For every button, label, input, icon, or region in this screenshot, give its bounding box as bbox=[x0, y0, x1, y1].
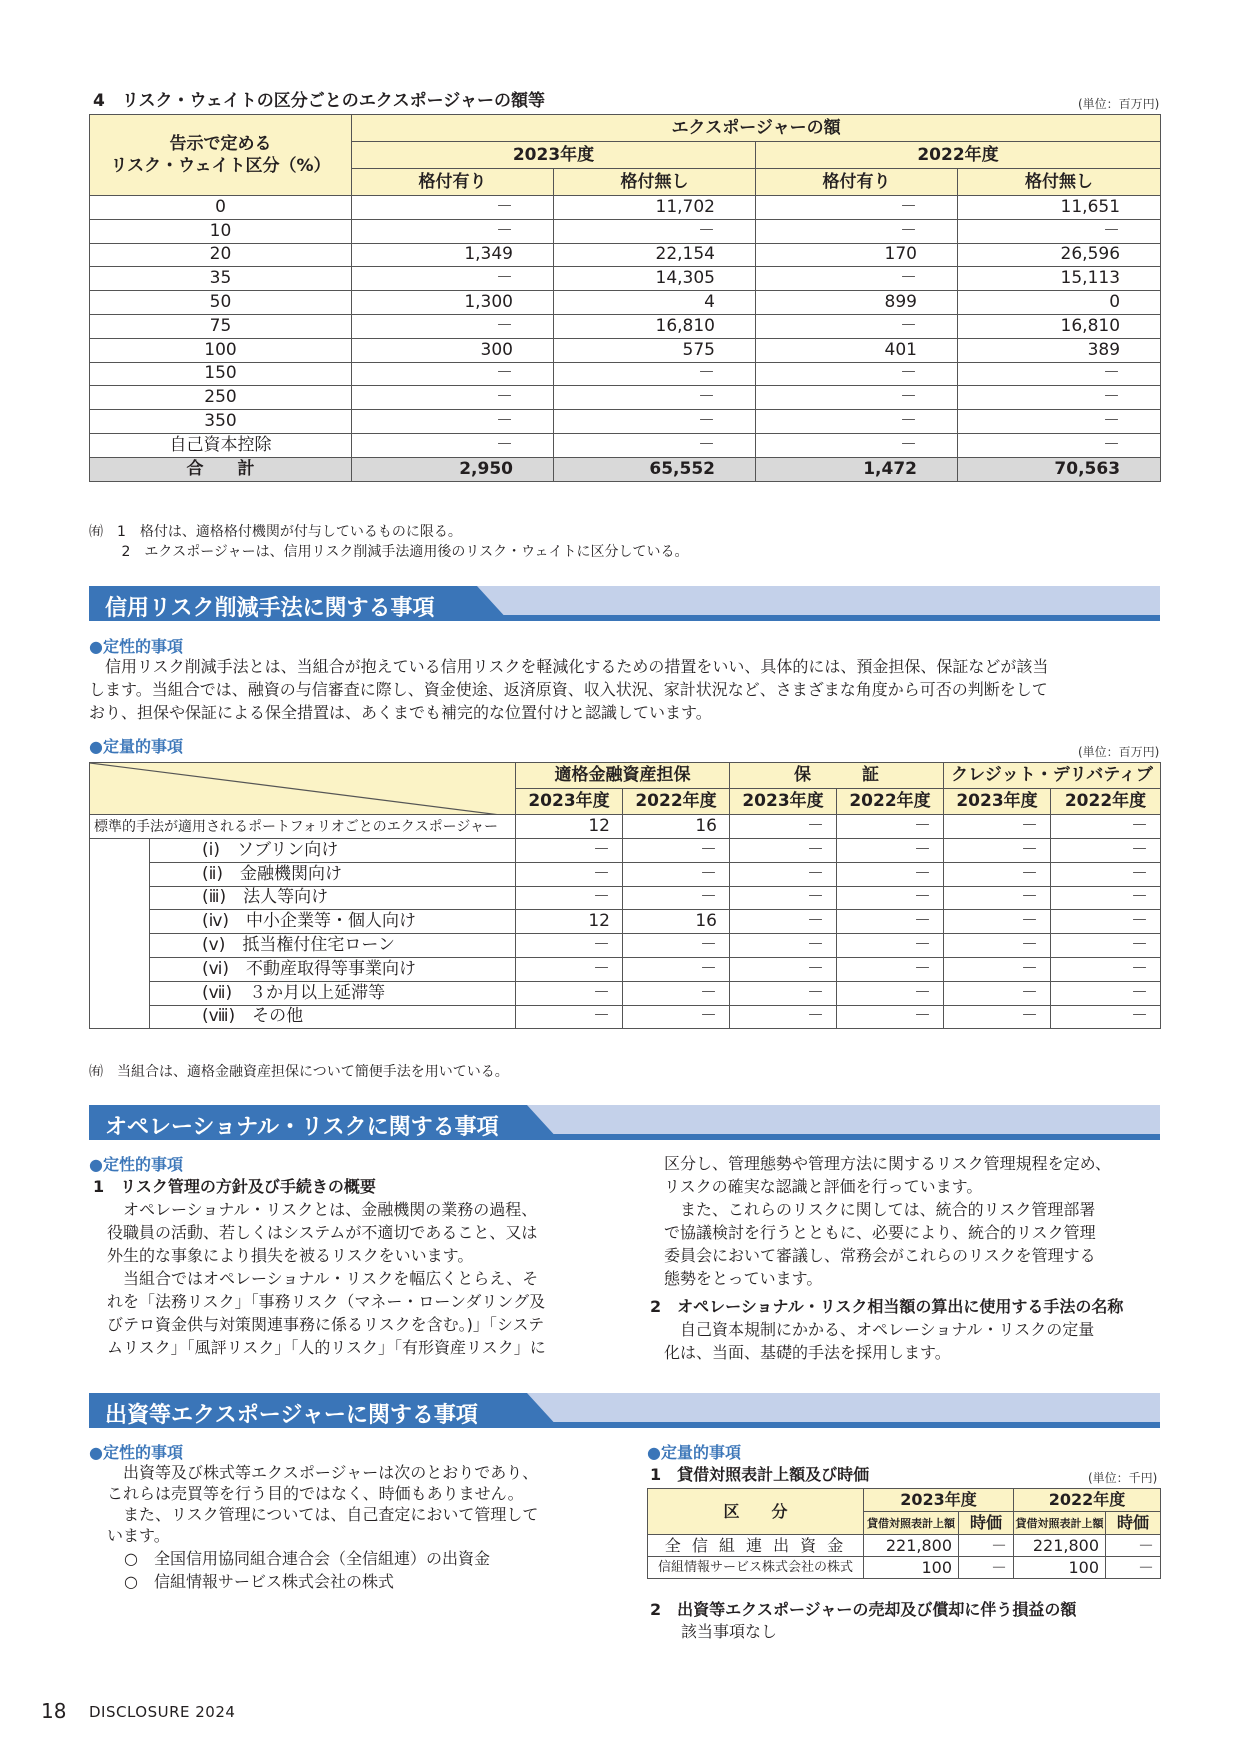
value-cell: － bbox=[352, 267, 554, 291]
value-cell: － bbox=[623, 981, 730, 1005]
value-cell: － bbox=[352, 362, 554, 386]
book-value-header: 貸借対照表計上額 bbox=[1014, 1512, 1106, 1535]
unrated-header: 格付無し bbox=[958, 169, 1161, 196]
operational-left-text bbox=[107, 1198, 607, 1359]
credit-quant-label: ●定量的事項 bbox=[89, 737, 183, 756]
table-row bbox=[90, 338, 1161, 362]
value-cell: － bbox=[944, 910, 1051, 934]
equity-section-title: 出資等エクスポージャーに関する事項 bbox=[105, 1403, 478, 1428]
value-cell: － bbox=[516, 934, 623, 958]
footer-label: DISCLOSURE 2024 bbox=[89, 1703, 236, 1721]
text-line: また、リスク管理については、自己査定において管理して bbox=[107, 1505, 539, 1524]
year-2023-header: 2023年度 bbox=[352, 142, 756, 169]
exposure-group-header: エクスポージャーの額 bbox=[352, 115, 1161, 142]
value-cell: 14,305 bbox=[554, 267, 756, 291]
value-cell: － bbox=[352, 433, 554, 457]
table-row bbox=[90, 886, 1161, 910]
text-line: 委員会において審議し、常務会がこれらのリスクを管理する bbox=[664, 1246, 1096, 1265]
equity-h1: 1 貸借対照表計上額及び時価 bbox=[650, 1465, 870, 1484]
value-cell: － bbox=[958, 410, 1161, 434]
table-row bbox=[648, 1535, 1161, 1557]
value-cell: － bbox=[958, 362, 1161, 386]
value-cell: － bbox=[730, 1005, 837, 1029]
indent-cell bbox=[90, 839, 150, 1029]
value-cell: 100 bbox=[1014, 1557, 1106, 1579]
total-value: 65,552 bbox=[554, 457, 756, 481]
guarantee-group-header: 保 証 bbox=[730, 763, 944, 789]
operational-h1: 1 リスク管理の方針及び手続きの概要 bbox=[93, 1177, 376, 1196]
risk-weight-cell: 20 bbox=[90, 243, 352, 267]
text-line: 当組合ではオペレーショナル・リスクを幅広くとらえ、そ bbox=[107, 1269, 539, 1288]
text-line: また、これらのリスクに関しては、統合的リスク管理部署 bbox=[664, 1200, 1096, 1219]
value-cell: － bbox=[837, 815, 944, 839]
rated-header: 格付有り bbox=[756, 169, 958, 196]
operational-qual-label: ●定性的事項 bbox=[89, 1155, 183, 1174]
table-row bbox=[90, 410, 1161, 434]
value-cell: － bbox=[554, 219, 756, 243]
risk-weight-cell: 35 bbox=[90, 267, 352, 291]
credit-qual-label: ●定性的事項 bbox=[89, 637, 183, 656]
table-row bbox=[90, 839, 1161, 863]
value-cell: 221,800 bbox=[864, 1535, 959, 1557]
credit-qual-line: おり、担保や保証による保全措置は、あくまでも補完的な位置付けと認識しています。 bbox=[89, 703, 712, 722]
value-cell: 170 bbox=[756, 243, 958, 267]
value-cell: － bbox=[516, 886, 623, 910]
value-cell: 100 bbox=[864, 1557, 959, 1579]
value-cell: － bbox=[837, 886, 944, 910]
text-line: ムリスク」「風評リスク」「人的リスク」「有形資産リスク」に bbox=[107, 1338, 546, 1357]
value-cell: － bbox=[554, 362, 756, 386]
value-cell: － bbox=[944, 886, 1051, 910]
value-cell: － bbox=[730, 981, 837, 1005]
portfolio-label: (ⅷ) その他 bbox=[150, 1005, 516, 1029]
text-line: で協議検討を行うとともに、必要により、統合的リスク管理 bbox=[664, 1223, 1096, 1242]
value-cell: 11,651 bbox=[958, 196, 1161, 220]
credit-mitigation-table bbox=[89, 762, 1161, 1029]
risk-weight-cell: 自己資本控除 bbox=[90, 433, 352, 457]
rated-header: 格付有り bbox=[352, 169, 554, 196]
year-2022-header: 2022年度 bbox=[756, 142, 1161, 169]
value-cell: 12 bbox=[516, 910, 623, 934]
value-cell: 401 bbox=[756, 338, 958, 362]
value-cell: － bbox=[623, 957, 730, 981]
value-cell: － bbox=[1051, 815, 1161, 839]
table-row bbox=[90, 957, 1161, 981]
value-cell: － bbox=[516, 839, 623, 863]
portfolio-label: (ⅳ) 中小企業等・個人向け bbox=[150, 910, 516, 934]
text-line: れを「法務リスク」「事務リスク（マネー・ローンダリング及 bbox=[107, 1292, 546, 1311]
value-cell: － bbox=[554, 386, 756, 410]
portfolio-label: (ⅵ) 不動産取得等事業向け bbox=[150, 957, 516, 981]
risk-weight-cell: 75 bbox=[90, 314, 352, 338]
value-cell: 26,596 bbox=[958, 243, 1161, 267]
equity-left-text bbox=[107, 1462, 607, 1546]
table-row bbox=[90, 291, 1161, 315]
value-cell: － bbox=[944, 1005, 1051, 1029]
value-cell: 1,300 bbox=[352, 291, 554, 315]
credit-corner-cell bbox=[90, 763, 516, 815]
credit-note: ㈲ 当組合は、適格金融資産担保について簡便手法を用いている。 bbox=[89, 1064, 509, 1080]
value-cell: － bbox=[730, 815, 837, 839]
value-cell: － bbox=[944, 862, 1051, 886]
value-cell: － bbox=[623, 1005, 730, 1029]
fair-value-header: 時価 bbox=[1106, 1512, 1161, 1535]
value-cell: － bbox=[352, 196, 554, 220]
bullet-item: ○ 信組情報サービス株式会社の株式 bbox=[124, 1572, 394, 1591]
value-cell: － bbox=[958, 433, 1161, 457]
value-cell: － bbox=[944, 934, 1051, 958]
year-header: 2023年度 bbox=[730, 789, 837, 815]
risk-weight-table bbox=[89, 114, 1161, 482]
value-cell: － bbox=[554, 433, 756, 457]
value-cell: － bbox=[837, 910, 944, 934]
year-header: 2023年度 bbox=[516, 789, 623, 815]
operational-right-text2 bbox=[664, 1318, 1164, 1364]
value-cell: － bbox=[959, 1535, 1014, 1557]
equity-bullets bbox=[124, 1547, 604, 1593]
credit-qual-line: します。当組合では、融資の与信審査に際し、資金使途、返済原資、収入状況、家計状況など、さまざまな角度から可否の判断をして bbox=[89, 680, 1048, 699]
table-row bbox=[90, 196, 1161, 220]
value-cell: － bbox=[516, 1005, 623, 1029]
table-row bbox=[90, 433, 1161, 457]
book-value-header: 貸借対照表計上額 bbox=[864, 1512, 959, 1535]
text-line: 区分し、管理態勢や管理方法に関するリスク管理規程を定め、 bbox=[664, 1154, 1112, 1173]
text-line: びテロ資金供与対策関連事務に係るリスクを含む。)」「システ bbox=[107, 1315, 545, 1334]
value-cell: － bbox=[1051, 981, 1161, 1005]
year-2022-header: 2022年度 bbox=[1014, 1489, 1161, 1512]
value-cell: － bbox=[837, 981, 944, 1005]
table-row bbox=[90, 267, 1161, 291]
value-cell: － bbox=[944, 957, 1051, 981]
value-cell: － bbox=[1051, 957, 1161, 981]
risk-weight-cell: 0 bbox=[90, 196, 352, 220]
total-row bbox=[90, 457, 1161, 481]
value-cell: － bbox=[352, 314, 554, 338]
value-cell: － bbox=[944, 815, 1051, 839]
value-cell: － bbox=[959, 1557, 1014, 1579]
value-cell: － bbox=[730, 839, 837, 863]
diagonal-line bbox=[90, 763, 516, 815]
value-cell: － bbox=[837, 934, 944, 958]
value-cell: － bbox=[756, 362, 958, 386]
value-cell: － bbox=[730, 910, 837, 934]
value-cell: － bbox=[756, 433, 958, 457]
collateral-group-header: 適格金融資産担保 bbox=[516, 763, 730, 789]
total-value: 70,563 bbox=[958, 457, 1161, 481]
equity-h2: 2 出資等エクスポージャーの売却及び償却に伴う損益の額 bbox=[650, 1600, 1077, 1619]
risk-weight-cell: 100 bbox=[90, 338, 352, 362]
total-value: 2,950 bbox=[352, 457, 554, 481]
table-row bbox=[90, 219, 1161, 243]
value-cell: － bbox=[756, 267, 958, 291]
equity-rowhead: 区 分 bbox=[648, 1489, 864, 1535]
text-line: 役職員の活動、若しくはシステムが不適切であること、又は bbox=[107, 1223, 538, 1242]
equity-label: 信組情報サービス株式会社の株式 bbox=[648, 1557, 864, 1579]
risk-weight-cell: 350 bbox=[90, 410, 352, 434]
equity-quant-label: ●定量的事項 bbox=[647, 1443, 741, 1462]
operational-section-title: オペレーショナル・リスクに関する事項 bbox=[105, 1115, 499, 1140]
year-2023-header: 2023年度 bbox=[864, 1489, 1014, 1512]
text-line: 態勢をとっています。 bbox=[664, 1269, 823, 1288]
table-row bbox=[90, 862, 1161, 886]
year-header: 2022年度 bbox=[1051, 789, 1161, 815]
value-cell: － bbox=[1051, 910, 1161, 934]
value-cell: 575 bbox=[554, 338, 756, 362]
page-number: 18 bbox=[41, 1699, 67, 1723]
value-cell: － bbox=[944, 839, 1051, 863]
value-cell: － bbox=[756, 386, 958, 410]
value-cell: － bbox=[1051, 1005, 1161, 1029]
text-line: 外生的な事象により損失を被るリスクをいいます。 bbox=[107, 1246, 474, 1265]
value-cell: － bbox=[837, 957, 944, 981]
credit-section-header bbox=[89, 586, 1160, 621]
section4-title: 4 リスク・ウェイトの区分ごとのエクスポージャーの額等 bbox=[93, 91, 545, 111]
value-cell: － bbox=[1106, 1557, 1161, 1579]
value-cell: 16,810 bbox=[554, 314, 756, 338]
value-cell: － bbox=[623, 886, 730, 910]
value-cell: － bbox=[756, 410, 958, 434]
value-cell: － bbox=[837, 1005, 944, 1029]
value-cell: 1,349 bbox=[352, 243, 554, 267]
text-line: リスクの確実な認識と評価を行っています。 bbox=[664, 1177, 983, 1196]
text-line: 自己資本規制にかかる、オペレーショナル・リスクの定量 bbox=[664, 1320, 1095, 1339]
text-line: います。 bbox=[107, 1526, 170, 1545]
credit-qual-line: 信用リスク削減手法とは、当組合が抱えている信用リスクを軽減化するための措置をいい、具体的には、預金担保、保証などが該当 bbox=[89, 657, 1049, 676]
credit-section-title: 信用リスク削減手法に関する事項 bbox=[105, 596, 435, 621]
value-cell: － bbox=[756, 314, 958, 338]
value-cell: － bbox=[623, 934, 730, 958]
value-cell: － bbox=[944, 981, 1051, 1005]
equity-qual-label: ●定性的事項 bbox=[89, 1443, 183, 1462]
equity-unit: (単位：千円) bbox=[1088, 1471, 1158, 1485]
value-cell: 16 bbox=[623, 815, 730, 839]
table-row bbox=[90, 362, 1161, 386]
text-line: 化は、当面、基礎的手法を採用します。 bbox=[664, 1343, 951, 1362]
portfolio-label: 標準的手法が適用されるポートフォリオごとのエクスポージャー bbox=[90, 815, 516, 839]
equity-label: 全 信 組 連 出 資 金 bbox=[648, 1535, 864, 1557]
risk-weight-cell: 150 bbox=[90, 362, 352, 386]
text-line: これらは売買等を行う目的ではなく、時価もありません。 bbox=[107, 1484, 524, 1503]
value-cell: － bbox=[730, 934, 837, 958]
value-cell: － bbox=[756, 196, 958, 220]
value-cell: － bbox=[516, 957, 623, 981]
value-cell: － bbox=[352, 410, 554, 434]
total-label: 合 計 bbox=[90, 457, 352, 481]
year-header: 2022年度 bbox=[623, 789, 730, 815]
value-cell: － bbox=[730, 862, 837, 886]
operational-h2: 2 オペレーショナル・リスク相当額の算出に使用する手法の名称 bbox=[650, 1297, 1124, 1316]
value-cell: 221,800 bbox=[1014, 1535, 1106, 1557]
credit-derivative-group-header: クレジット・デリバティブ bbox=[944, 763, 1161, 789]
portfolio-label: (ⅴ) 抵当権付住宅ローン bbox=[150, 934, 516, 958]
portfolio-label: (ⅱ) 金融機関向け bbox=[150, 862, 516, 886]
credit-unit: (単位：百万円) bbox=[1078, 745, 1160, 759]
value-cell: 4 bbox=[554, 291, 756, 315]
unrated-header: 格付無し bbox=[554, 169, 756, 196]
value-cell: － bbox=[837, 862, 944, 886]
value-cell: 300 bbox=[352, 338, 554, 362]
value-cell: － bbox=[516, 862, 623, 886]
table-row bbox=[90, 815, 1161, 839]
total-value: 1,472 bbox=[756, 457, 958, 481]
text-line: 出資等及び株式等エクスポージャーは次のとおりであり、 bbox=[107, 1463, 539, 1482]
risk-weight-cell: 250 bbox=[90, 386, 352, 410]
value-cell: － bbox=[958, 386, 1161, 410]
table-row bbox=[90, 243, 1161, 267]
value-cell: － bbox=[516, 981, 623, 1005]
credit-qual-text bbox=[89, 655, 1164, 724]
value-cell: 12 bbox=[516, 815, 623, 839]
value-cell: － bbox=[1051, 934, 1161, 958]
risk-weight-rowhead: 告示で定める リスク・ウェイト区分（%） bbox=[90, 115, 352, 196]
table-row bbox=[90, 981, 1161, 1005]
bullet-item: ○ 全国信用協同組合連合会（全信組連）の出資金 bbox=[124, 1549, 490, 1568]
year-header: 2023年度 bbox=[944, 789, 1051, 815]
portfolio-label: (ⅶ) ３か月以上延滞等 bbox=[150, 981, 516, 1005]
value-cell: － bbox=[730, 886, 837, 910]
operational-section-header bbox=[89, 1105, 1160, 1140]
value-cell: 22,154 bbox=[554, 243, 756, 267]
operational-right-text bbox=[664, 1152, 1164, 1290]
equity-h2-text: 該当事項なし bbox=[681, 1622, 778, 1641]
section4-note-2: 2 エクスポージャーは、信用リスク削減手法適用後のリスク・ウェイトに区分している。 bbox=[89, 544, 689, 560]
equity-section-header bbox=[89, 1393, 1160, 1428]
value-cell: － bbox=[1106, 1535, 1161, 1557]
section4-unit: (単位：百万円) bbox=[1078, 97, 1160, 111]
value-cell: 15,113 bbox=[958, 267, 1161, 291]
risk-weight-cell: 10 bbox=[90, 219, 352, 243]
table-row bbox=[90, 386, 1161, 410]
value-cell: － bbox=[1051, 839, 1161, 863]
value-cell: 11,702 bbox=[554, 196, 756, 220]
fair-value-header: 時価 bbox=[959, 1512, 1014, 1535]
portfolio-label: (ⅲ) 法人等向け bbox=[150, 886, 516, 910]
section4-note-1: ㈲ 1 格付は、適格格付機関が付与しているものに限る。 bbox=[89, 524, 462, 540]
value-cell: 389 bbox=[958, 338, 1161, 362]
value-cell: － bbox=[623, 839, 730, 863]
value-cell: － bbox=[623, 862, 730, 886]
year-header: 2022年度 bbox=[837, 789, 944, 815]
value-cell: 0 bbox=[958, 291, 1161, 315]
table-row bbox=[90, 934, 1161, 958]
value-cell: － bbox=[756, 219, 958, 243]
table-row bbox=[90, 910, 1161, 934]
equity-table bbox=[647, 1488, 1161, 1579]
risk-weight-cell: 50 bbox=[90, 291, 352, 315]
table-row bbox=[90, 314, 1161, 338]
value-cell: － bbox=[1051, 862, 1161, 886]
portfolio-label: (ⅰ) ソブリン向け bbox=[150, 839, 516, 863]
value-cell: － bbox=[352, 386, 554, 410]
value-cell: － bbox=[352, 219, 554, 243]
value-cell: － bbox=[837, 839, 944, 863]
value-cell: 899 bbox=[756, 291, 958, 315]
value-cell: － bbox=[554, 410, 756, 434]
value-cell: － bbox=[958, 219, 1161, 243]
text-line: オペレーショナル・リスクとは、金融機関の業務の過程、 bbox=[107, 1200, 538, 1219]
value-cell: － bbox=[730, 957, 837, 981]
value-cell: － bbox=[1051, 886, 1161, 910]
table-row bbox=[648, 1557, 1161, 1579]
value-cell: 16,810 bbox=[958, 314, 1161, 338]
table-row bbox=[90, 1005, 1161, 1029]
value-cell: 16 bbox=[623, 910, 730, 934]
